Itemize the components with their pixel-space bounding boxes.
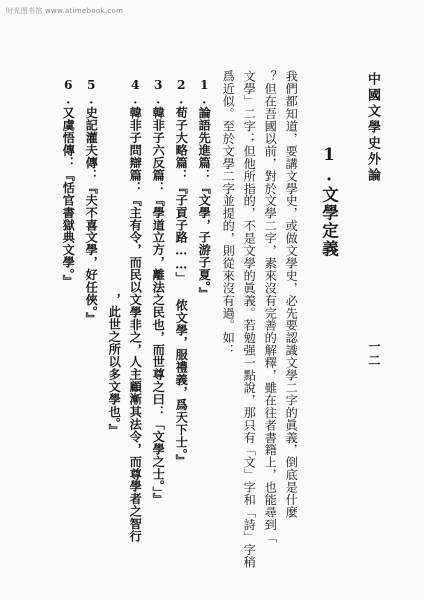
example-quote: 『夫不喜文學，好任俠。』 — [84, 181, 99, 325]
section-title: 1.文學定義 — [319, 145, 339, 258]
body-line: 文學」二字；但他所指的，不是文學的眞義。若勉强一點說，那只有「文」字和「詩」字稍 — [242, 70, 257, 568]
example-label: 1.論語先進篇： — [197, 78, 212, 182]
example-label: 4.韓非子問辯篇： — [128, 78, 143, 194]
example-quote: 『學道立方，離法之民也，而世尊之曰：「文學之士。」』 — [151, 193, 166, 506]
running-head-title: 中國文學史外論 — [365, 72, 380, 184]
example-quote: 『子貢子路……」 侬文學，服禮義，爲天下士。』 — [174, 181, 189, 467]
body-line: 我們都知道，要講文學史，或做文學史，必先要認識文學二字的眞義，倒底是什麼 — [284, 70, 299, 519]
example-2 — [175, 78, 187, 467]
example-quote: 『恬官書獄典文學。』 — [61, 168, 76, 288]
example-quote: 『主有令，而民以文學非之，人主顧漸其法令，而尊學者之智行 — [128, 193, 143, 543]
example-6 — [62, 78, 74, 287]
example-label: 3.韓非子六反篇： — [151, 78, 166, 194]
body-line: ？但在吾國以前，對於文學二字，素來沒有完善的解釋，雖在往者書籍上，也能尋到「 — [263, 70, 278, 544]
page-number: 一二 — [367, 340, 381, 368]
example-label: 2.荀子大略篇： — [174, 78, 189, 182]
example-label: 6.又虞悟傳： — [61, 78, 76, 169]
example-5 — [85, 78, 97, 325]
example-4-continued — [108, 293, 120, 436]
watermark: 时光图书馆 www.atimebook.com — [6, 7, 124, 15]
example-1 — [198, 78, 210, 300]
example-3 — [152, 78, 164, 505]
body-line: 爲近似。至於文學二字並提的，則從來沒有過。如： — [221, 70, 236, 357]
example-label: 5.史記灌夫傳： — [84, 78, 99, 182]
example-4 — [129, 78, 141, 542]
example-quote: 『文學，子游子夏。』 — [197, 181, 212, 300]
example-quote: ，此世之所以多文學也。』 — [107, 293, 122, 437]
